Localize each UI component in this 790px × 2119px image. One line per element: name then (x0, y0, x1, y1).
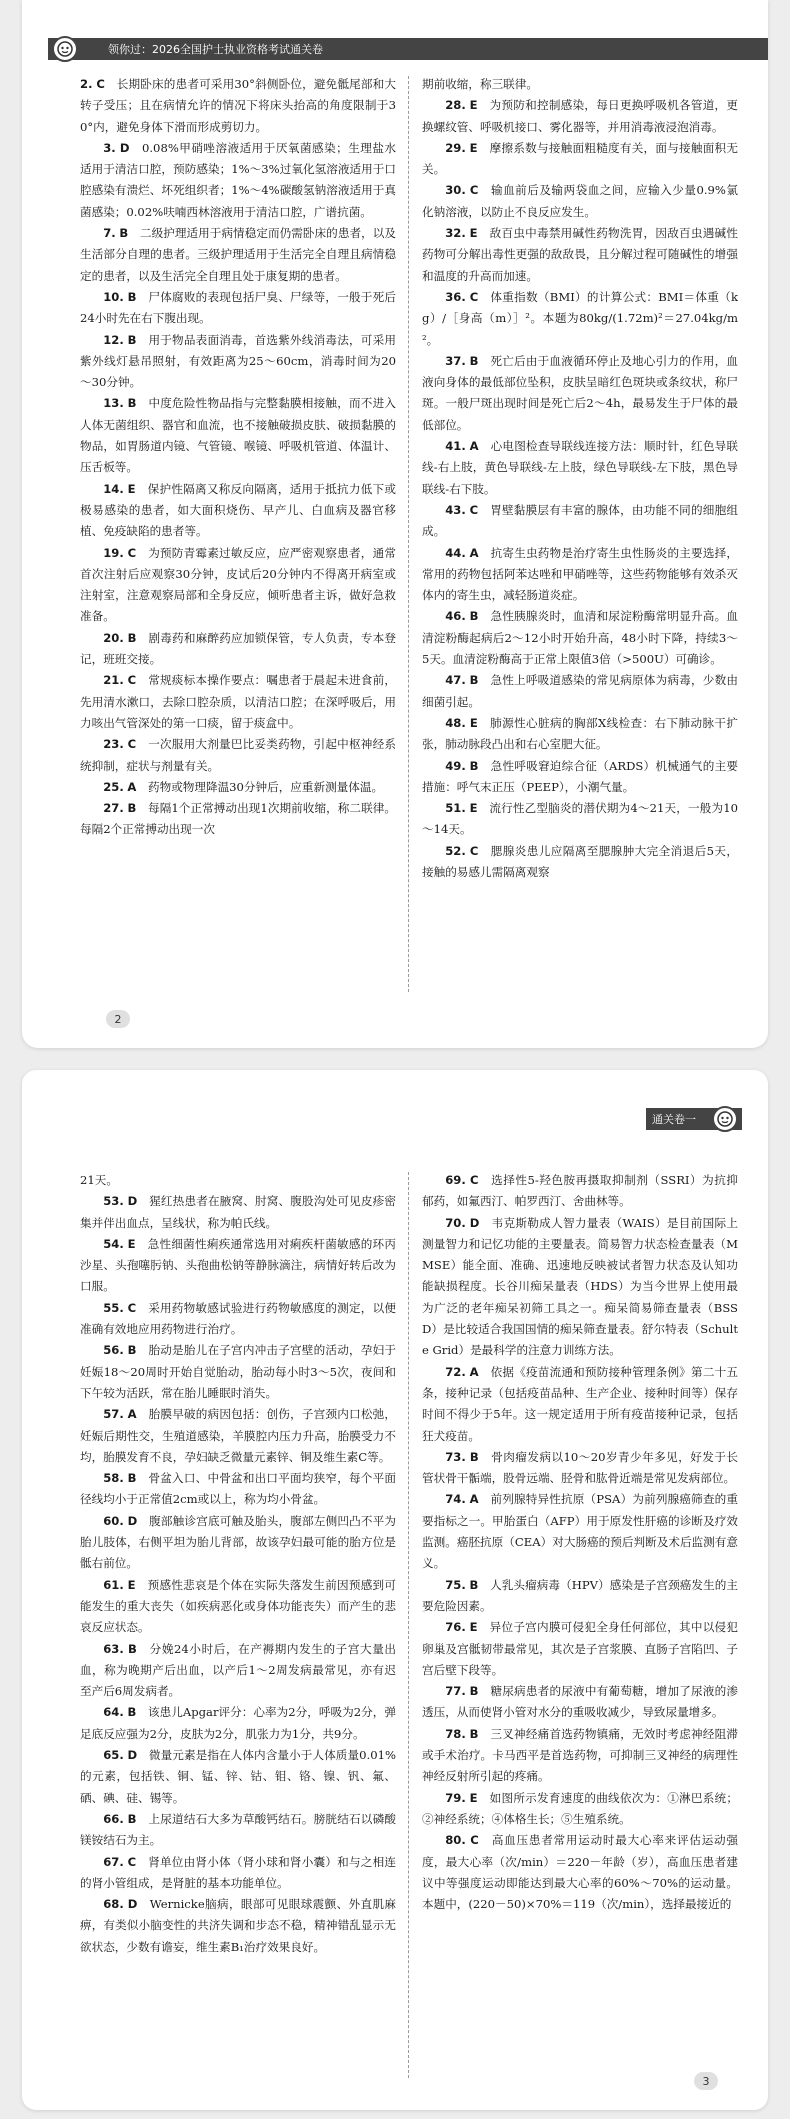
question-number: 32. (445, 226, 466, 241)
question-number: 55. (103, 1300, 124, 1315)
answer-explanation (422, 841, 738, 884)
answer-explanation (422, 74, 738, 95)
explanation-text: 体重指数（BMI）的计算公式：BMI＝体重（kg）/［身高（m）］²。本题为80kg/(1.72m)²＝27.04kg/m²。 (422, 289, 738, 347)
answer-explanation (422, 1830, 738, 1915)
question-number: 48. (445, 715, 466, 730)
answer-explanation (80, 393, 396, 478)
answer-explanation (80, 1894, 396, 1958)
answer-letter: C (469, 502, 479, 517)
answer-letter: A (469, 1364, 479, 1379)
answer-letter: E (469, 1790, 478, 1805)
answer-letter: B (128, 1641, 137, 1656)
answer-explanation (80, 223, 396, 287)
answer-letter: B (469, 1684, 479, 1699)
question-number: 72. (445, 1364, 466, 1379)
answer-explanation (422, 606, 738, 670)
answer-letter: A (127, 1407, 137, 1422)
explanation-text: 胎膜早破的病因包括：创伤，子宫颈内口松弛，妊娠后期性交，生殖道感染，羊膜腔内压力升高，胎膜受力不均，胎膜发育不良，孕妇缺乏微量元素锌、铜及维生素C等。 (80, 1407, 396, 1464)
answer-letter: A (469, 545, 479, 560)
question-number: 14. (103, 481, 124, 496)
answer-letter: C (96, 77, 105, 91)
explanation-text: 一次服用大剂量巴比妥类药物，引起中枢神经系统抑制，症状与剂量有关。 (80, 737, 396, 773)
explanation-text: 21天。 (80, 1173, 118, 1187)
answer-letter: B (469, 1449, 479, 1464)
question-number: 28. (445, 98, 466, 113)
explanation-text: 韦克斯勒成人智力量表（WAIS）是目前国际上测量智力和记忆功能的主要量表。简易智力状态检查量表（MMSE）能全面、准确、迅速地反映被试者智力状态及认知功能缺损程度。长谷川痴呆量表（HDS）为当今世界上使用最为广泛的老年痴呆初筛工具之一。痴呆简易筛查量表（BSSD）是比较适合我国国情的痴呆筛查量表。舒尔特表（Schulte Grid）是最科学的注意力训练方法。 (422, 1215, 738, 1358)
explanation-text: 肺源性心脏病的胸部X线检查：右下肺动脉干扩张，肺动脉段凸出和右心室肥大征。 (422, 715, 738, 752)
question-number: 10. (103, 289, 124, 304)
answer-letter: D (119, 140, 130, 155)
right-column (422, 1170, 738, 2080)
question-number: 63. (103, 1641, 124, 1656)
question-number: 78. (445, 1726, 466, 1741)
left-column (80, 74, 396, 994)
answer-letter: A (469, 1492, 479, 1507)
question-number: 70. (445, 1215, 466, 1230)
question-number: 61. (103, 1577, 124, 1592)
explanation-text: 采用药物敏感试验进行药物敏感度的测定，以便准确有效地应用药物进行治疗。 (80, 1300, 396, 1337)
explanation-text: 猩红热患者在腋窝、肘窝、腹股沟处可见皮疹密集并伴出血点，呈线状，称为帕氏线。 (80, 1194, 396, 1230)
explanation-text: 骨盆入口、中骨盆和出口平面均狭窄，每个平面径线均小于正常值2cm或以上，称为均小骨盆。 (80, 1471, 396, 1507)
answer-letter: A (469, 439, 479, 454)
answer-explanation (422, 798, 738, 841)
explanation-text: 常规痰标本操作要点：嘱患者于晨起未进食前，先用清水漱口，去除口腔杂质，以清洁口腔；在深呼吸后，用力咳出气管深处的第一口痰，留于痰盒中。 (80, 673, 396, 730)
answer-explanation (80, 1298, 396, 1341)
answer-explanation (422, 1788, 738, 1831)
answer-letter: D (127, 1748, 138, 1763)
question-number: 57. (103, 1407, 124, 1422)
explanation-text: 药物或物理降温30分钟后，应重新测量体温。 (148, 779, 384, 794)
answer-explanation (422, 756, 738, 799)
explanation-text: 为预防和控制感染，每日更换呼吸机各管道，更换螺纹管、呼吸机接口、雾化器等，并用消毒液浸泡消毒。 (422, 98, 738, 134)
mascot-logo-icon (712, 1106, 738, 1132)
answer-letter: C (127, 1300, 137, 1315)
question-number: 49. (445, 758, 466, 773)
explanation-text: Wernicke脑病，眼部可见眼球震颤、外直肌麻痹，有类似小脑变性的共济失调和步态不稳，精神错乱显示无欲状态，少数有谵妄，维生素B₁治疗效果良好。 (80, 1897, 396, 1954)
answer-letter: E (469, 1620, 478, 1635)
answer-explanation (80, 1404, 396, 1468)
answer-explanation (422, 95, 738, 138)
question-number: 19. (103, 545, 124, 560)
answer-letter: C (127, 737, 137, 752)
explanation-text: 胎动是胎儿在子宫内冲击子宫壁的活动，孕妇于妊娠18～20周时开始自觉胎动，胎动每小时3～5次，夜间和下午较为活跃，常在胎儿睡眠时消失。 (80, 1343, 396, 1400)
explanation-text: 长期卧床的患者可采用30°斜侧卧位，避免骶尾部和大转子受压；且在病情允许的情况下将床头抬高的角度限制于30°内，避免身体下滑而形成剪切力。 (80, 77, 396, 134)
question-number: 60. (103, 1513, 124, 1528)
answer-letter: C (469, 183, 479, 198)
answer-letter: E (469, 98, 478, 113)
header-title: 通关卷一 (652, 1113, 696, 1126)
answer-letter: B (127, 630, 137, 645)
answer-letter: B (127, 1471, 137, 1486)
answer-explanation (422, 713, 738, 756)
explanation-text: 敌百虫中毒禁用碱性药物洗胃，因敌百虫遇碱性药物可分解出毒性更强的敌敌畏，且分解过程可随碱性的增强和温度的升高而加速。 (422, 226, 738, 283)
question-number: 73. (445, 1449, 466, 1464)
answer-letter: B (469, 609, 479, 624)
answer-letter: D (469, 1215, 480, 1230)
question-number: 44. (445, 545, 466, 560)
answer-explanation (422, 1170, 738, 1213)
question-number: 43. (445, 502, 466, 517)
answer-explanation (422, 180, 738, 223)
answer-explanation (80, 1511, 396, 1575)
answer-explanation (422, 1575, 738, 1618)
answer-explanation (80, 1234, 396, 1298)
answer-explanation (422, 1724, 738, 1788)
answer-explanation (422, 1362, 738, 1447)
answer-explanation (80, 1809, 396, 1852)
explanation-text: 急性呼吸窘迫综合征（ARDS）机械通气的主要措施：呼气末正压（PEEP），小潮气量。 (422, 758, 738, 794)
answer-explanation (80, 1702, 396, 1745)
explanation-text: 心电图检查导联线连接方法：顺时针，红色导联线-右上肢，黄色导联线-左上肢，绿色导联线-左下肢，黑色导联线-右下肢。 (422, 439, 738, 496)
answer-explanation (80, 543, 396, 628)
question-number: 65. (103, 1748, 124, 1763)
column-divider (396, 74, 422, 994)
answer-explanation (422, 670, 738, 713)
explanation-text: 摩擦系数与接触面粗糙度有关，面与接触面积无关。 (422, 140, 738, 177)
answer-explanation (422, 1681, 738, 1724)
explanation-text: 流行性乙型脑炎的潜伏期为4～21天，一般为10～14天。 (422, 801, 738, 837)
answer-explanation (80, 628, 396, 671)
answer-explanation (422, 1617, 738, 1681)
question-number: 7. (103, 226, 116, 241)
answer-letter: C (469, 289, 479, 304)
answer-explanation (422, 287, 738, 351)
explanation-text: 异位子宫内膜可侵犯全身任何部位，其中以侵犯卵巢及宫骶韧带最常见，其次是子宫浆膜、直肠子宫陷凹、子宫后壁下段等。 (422, 1620, 738, 1677)
page-3 (22, 1070, 768, 2110)
explanation-text: 急性细菌性痢疾通常选用对痢疾杆菌敏感的环丙沙星、头孢噻肟钠、头孢曲松钠等静脉滴注，病情好转后改为口服。 (80, 1236, 396, 1294)
answer-letter: B (127, 1705, 137, 1720)
explanation-text: 每隔1个正常搏动出现1次期前收缩，称二联律。每隔2个正常搏动出现一次 (80, 801, 396, 837)
answer-explanation (422, 1447, 738, 1490)
question-number: 20. (103, 630, 124, 645)
question-number: 37. (445, 353, 466, 368)
answer-letter: D (127, 1513, 138, 1528)
answer-letter: E (469, 226, 478, 241)
answer-explanation (80, 1639, 396, 1703)
question-number: 74. (445, 1492, 466, 1507)
explanation-text: 尸体腐败的表现包括尸臭、尸绿等，一般于死后24小时先在右下腹出现。 (80, 289, 396, 326)
answer-explanation (80, 479, 396, 543)
answer-explanation (80, 1745, 396, 1809)
answer-letter: C (469, 843, 479, 858)
answer-explanation (80, 1575, 396, 1639)
answer-explanation (80, 734, 396, 777)
explanation-text: 死亡后由于血液循环停止及地心引力的作用，血液向身体的最低部位坠积，皮肤呈暗红色斑块或条纹状，称尸斑。一般尸斑出现时间是死亡后2～4h，最易发生于尸体的最低部位。 (422, 353, 738, 432)
answer-explanation (80, 777, 396, 798)
question-number: 51. (445, 801, 466, 816)
answer-letter: C (470, 1833, 479, 1848)
answer-explanation (80, 798, 396, 841)
answer-letter: E (469, 715, 478, 730)
explanation-text: 如图所示发育速度的曲线依次为：①淋巴系统；②神经系统；④体格生长；⑤生殖系统。 (422, 1790, 738, 1826)
answer-letter: B (469, 1726, 479, 1741)
answer-explanation (80, 1468, 396, 1511)
answer-letter: B (469, 1577, 479, 1592)
explanation-text: 抗寄生虫药物是治疗寄生虫性肠炎的主要选择，常用的药物包括阿苯达唑和甲硝唑等，这些药物能够有效杀灭体内的寄生虫，减轻肠道炎症。 (422, 545, 738, 603)
question-number: 80. (445, 1833, 466, 1848)
question-number: 79. (445, 1790, 466, 1805)
page-number: 2 (106, 1010, 130, 1028)
explanation-text: 腮腺炎患儿应隔离至腮腺肿大完全消退后5天，接触的易感儿需隔离观察 (422, 843, 738, 879)
answer-explanation (422, 1213, 738, 1362)
explanation-text: 人乳头瘤病毒（HPV）感染是子宫颈癌发生的主要危险因素。 (422, 1577, 738, 1613)
answer-explanation (80, 670, 396, 734)
answer-letter: A (127, 779, 137, 794)
explanation-text: 高血压患者常用运动时最大心率来评估运动强度，最大心率（次/min）＝220－年龄（岁），高血压患者建议中等强度运动即能达到最大心率的60%～70%的运动量。本题中，(220－50)×70%＝119（次/min），选择最接近的 (422, 1833, 738, 1912)
question-number: 29. (445, 140, 466, 155)
question-number: 52. (445, 843, 466, 858)
answer-letter: E (469, 801, 478, 816)
question-number: 13. (103, 396, 124, 411)
answer-letter: E (127, 1236, 136, 1251)
page-2 (22, 0, 768, 1048)
question-number: 46. (445, 609, 466, 624)
explanation-text: 急性上呼吸道感染的常见病原体为病毒，少数由细菌引起。 (422, 673, 738, 709)
answer-explanation (80, 330, 396, 394)
mascot-logo-icon (52, 36, 78, 62)
answer-letter: B (469, 353, 479, 368)
question-number: 3. (103, 140, 116, 155)
question-number: 67. (103, 1854, 124, 1869)
explanation-text: 为预防青霉素过敏反应，应严密观察患者，通常首次注射后应观察30分钟，皮试后20分钟内不得离开病室或注射室，注意观察局部和全身反应，倾听患者主诉，做好急救准备。 (80, 545, 396, 624)
answer-explanation (80, 1340, 396, 1404)
answer-explanation (80, 1170, 396, 1191)
explanation-text: 中度危险性物品指与完整黏膜相接触，而不进入人体无菌组织、器官和血流，也不接触破损皮肤、破损黏膜的物品，如胃肠道内镜、气管镜、喉镜、呼吸机管道、体温计、压舌板等。 (80, 396, 396, 475)
question-number: 53. (103, 1194, 124, 1209)
answer-explanation (422, 1489, 738, 1574)
answer-explanation (422, 351, 738, 436)
answer-letter: D (127, 1194, 138, 1209)
answer-letter: B (127, 1343, 137, 1358)
explanation-text: 二级护理适用于病情稳定而仍需卧床的患者，以及生活部分自理的患者。三级护理适用于生活完全自理且病情稳定的患者，以及生活完全自理且处于康复期的患者。 (80, 226, 396, 283)
answer-letter: B (119, 226, 129, 241)
question-number: 47. (445, 673, 466, 688)
answer-letter: C (469, 1173, 479, 1187)
question-number: 30. (445, 183, 466, 198)
question-number: 68. (103, 1897, 124, 1912)
explanation-text: 胃壁黏膜层有丰富的腺体，由功能不同的细胞组成。 (422, 502, 738, 539)
answer-letter: E (469, 140, 478, 155)
answer-explanation (80, 287, 396, 330)
explanation-text: 腹部触诊宫底可触及胎头，腹部左侧凹凸不平为胎儿肢体，右侧平坦为胎儿背部，故该孕妇最可能的胎方位是骶右前位。 (80, 1513, 396, 1571)
explanation-text: 期前收缩，称三联律。 (422, 77, 538, 91)
explanation-text: 该患儿Apgar评分：心率为2分，呼吸为2分，弹足底反应强为2分，皮肤为2分，肌张力为1分，共9分。 (80, 1705, 396, 1741)
explanation-text: 预感性悲哀是个体在实际失落发生前因预感到可能发生的重大丧失（如疾病恶化或身体功能丧失）而产生的悲哀反应状态。 (80, 1577, 396, 1635)
answer-letter: B (127, 289, 137, 304)
explanation-text: 骨肉瘤发病以10～20岁青少年多见，好发于长管状骨干骺端，股骨远端、胫骨和肱骨近端是常见发病部位。 (422, 1449, 738, 1486)
page-number: 3 (694, 2072, 718, 2090)
answer-letter: E (127, 1577, 136, 1592)
question-number: 21. (103, 673, 124, 688)
answer-explanation (80, 1191, 396, 1234)
answer-letter: C (127, 545, 137, 560)
question-number: 23. (103, 737, 124, 752)
answer-explanation (422, 500, 738, 543)
explanation-text: 上尿道结石大多为草酸钙结石。膀胱结石以磷酸镁铵结石为主。 (80, 1811, 396, 1848)
question-number: 76. (445, 1620, 466, 1635)
explanation-text: 输血前后及输两袋血之间，应输入少量0.9%氯化钠溶液，以防止不良反应发生。 (422, 183, 738, 219)
answer-explanation (422, 543, 738, 607)
answer-letter: B (127, 396, 137, 411)
question-number: 64. (103, 1705, 124, 1720)
question-number: 54. (103, 1236, 124, 1251)
answer-letter: B (127, 332, 137, 347)
question-number: 69. (445, 1173, 466, 1187)
answer-letter: D (127, 1897, 138, 1912)
explanation-text: 微量元素是指在人体内含量小于人体质量0.01%的元素，包括铁、铜、锰、锌、钴、钼、铬、镍、钒、氟、硒、碘、硅、锡等。 (80, 1748, 396, 1805)
question-number: 12. (103, 332, 124, 347)
question-number: 58. (103, 1471, 124, 1486)
left-column (80, 1170, 396, 2080)
explanation-text: 肾单位由肾小体（肾小球和肾小囊）和与之相连的肾小管组成，是肾脏的基本功能单位。 (80, 1854, 396, 1890)
explanation-text: 急性胰腺炎时，血清和尿淀粉酶常明显升高。血清淀粉酶起病后2～12小时开始升高，48小时下降，持续3～5天。血清淀粉酶高于正常上限值3倍（>500U）可确诊。 (422, 609, 738, 667)
right-column (422, 74, 738, 994)
explanation-text: 分娩24小时后，在产褥期内发生的子宫大量出血，称为晚期产后出血，以产后1～2周发病最常见，亦有迟至产后6周发病者。 (80, 1641, 396, 1699)
header-title: 领你过：2026全国护士执业资格考试通关卷 (108, 43, 323, 56)
answer-explanation (80, 1852, 396, 1895)
question-number: 2. (80, 77, 93, 91)
explanation-text: 选择性5-羟色胺再摄取抑制剂（SSRI）为抗抑郁药，如氟西汀、帕罗西汀、舍曲林等。 (422, 1173, 738, 1209)
answer-explanation (80, 74, 396, 138)
question-number: 75. (445, 1577, 466, 1592)
question-number: 56. (103, 1343, 124, 1358)
answer-letter: B (469, 758, 479, 773)
answer-letter: B (127, 801, 137, 816)
question-number: 27. (103, 801, 124, 816)
explanation-text: 保护性隔离又称反向隔离，适用于抵抗力低下或极易感染的患者，如大面积烧伤、早产儿、白血病及器官移植、免疫缺陷的患者等。 (80, 481, 396, 539)
question-number: 25. (103, 779, 124, 794)
explanation-text: 依据《疫苗流通和预防接种管理条例》第二十五条，接种记录（包括疫苗品种、生产企业、接种时间等）保存时间不得少于5年。这一规定适用于所有疫苗接种记录，包括狂犬疫苗。 (422, 1364, 738, 1443)
explanation-text: 0.08%甲硝唑溶液适用于厌氧菌感染；生理盐水适用于清洁口腔，预防感染；1%～3%过氧化氢溶液适用于口腔感染有溃烂、坏死组织者；1%～4%碳酸氢钠溶液适用于真菌感染；0.02%呋喃西林溶液用于清洁口腔，广谱抗菌。 (80, 140, 396, 219)
answer-explanation (422, 138, 738, 181)
answer-explanation (80, 138, 396, 223)
answer-explanation (422, 436, 738, 500)
explanation-text: 剧毒药和麻醉药应加锁保管，专人负责，专本登记，班班交接。 (80, 630, 396, 667)
explanation-text: 前列腺特异性抗原（PSA）为前列腺癌筛查的重要指标之一。甲胎蛋白（AFP）用于原发性肝癌的诊断及疗效监测。癌胚抗原（CEA）对大肠癌的预后判断及术后监测有意义。 (422, 1492, 738, 1571)
answer-letter: C (127, 1854, 137, 1869)
answer-letter: E (127, 481, 136, 496)
running-header (48, 38, 768, 60)
question-number: 66. (103, 1811, 124, 1826)
explanation-text: 糖尿病患者的尿液中有葡萄糖，增加了尿液的渗透压，从而使肾小管对水分的重吸收减少，导致尿量增多。 (422, 1684, 738, 1720)
column-divider (396, 1170, 422, 2080)
answer-letter: C (127, 673, 137, 688)
question-number: 77. (445, 1684, 466, 1699)
answer-explanation (422, 223, 738, 287)
explanation-text: 用于物品表面消毒，首选紫外线消毒法，可采用紫外线灯悬吊照射，有效距离为25～60cm，消毒时间为20～30分钟。 (80, 332, 396, 390)
question-number: 36. (445, 289, 466, 304)
question-number: 41. (445, 439, 466, 454)
answer-letter: B (469, 673, 479, 688)
explanation-text: 三叉神经痛首选药物镇痛，无效时考虑神经阻滞或手术治疗。卡马西平是首选药物，可抑制三叉神经的病理性神经反射所引起的疼痛。 (422, 1726, 738, 1784)
answer-letter: B (127, 1811, 137, 1826)
